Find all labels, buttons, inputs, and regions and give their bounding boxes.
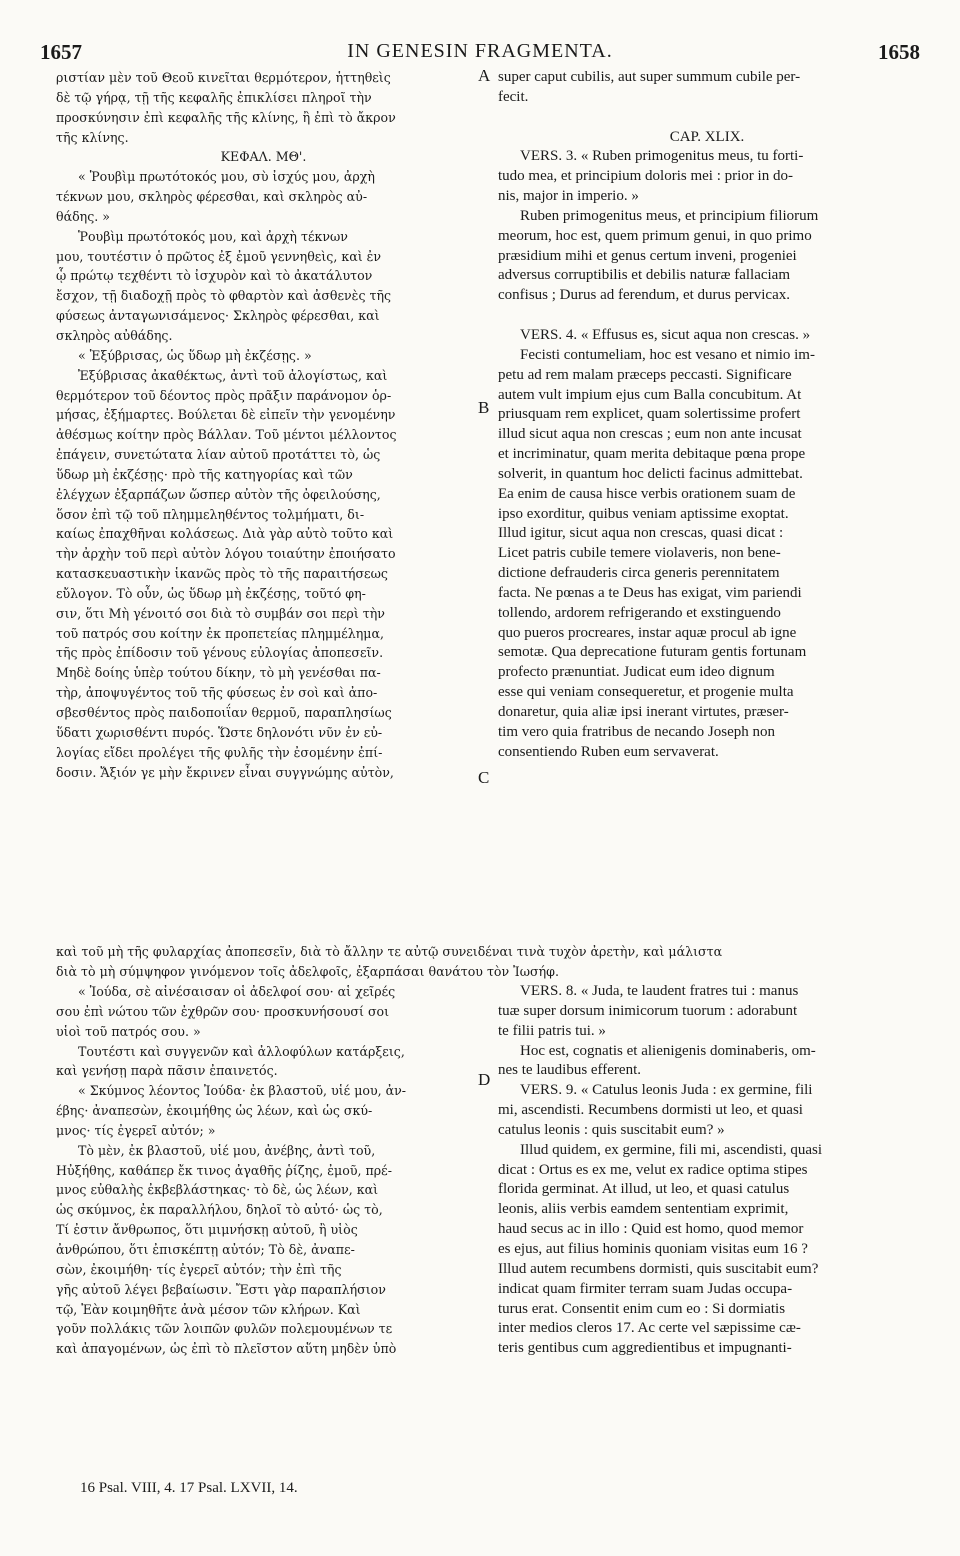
text-line: καὶ τοῦ μὴ τῆς φυλαρχίας ἀποπεσεῖν, διὰ τὸ ἄλλην τε αὐτῷ συνειδέναι τινὰ τυχὸν ἀρετὴν, καὶ μάλιστα [56,944,723,959]
text-line: λογίας εἴδει προλέγει τῆς φυλῆς τὴν ἐσομένην ἐπί- [56,744,383,760]
text-line: ἔσχον, τῇ διαδοχῇ πρὸς τὸ φθαρτὸν καὶ ἀσθενὲς τῆς [56,288,392,304]
text-line: tudo mea, et principium doloris mei : prior in do- [498,168,793,185]
latin-column-lower [498,982,916,1359]
text-line: Τί ἐστιν ἄνθρωπος, ὅτι μιμνήσκῃ αὐτοῦ, ἢ υἱὸς [56,1222,358,1238]
text-line: Ruben primogenitus meus, et principium filiorum [520,207,819,224]
text-line: ἀνθρώπου, ὅτι ἐπισκέπτῃ αὐτόν; Τὸ δὲ, ἀναπε- [56,1241,355,1257]
text-line: mi, ascendisti. Recumbens dormisti ut leo, et quasi [498,1102,803,1119]
text-line: donaretur, quia aliæ ipsi inerant virtutes, præser- [498,704,789,720]
text-line: μου, τουτέστιν ὁ πρῶτος ἐξ ἐμοῦ γεννηθεὶς, καὶ ἐν [56,248,382,264]
text-line: priusquam rem explicet, quam solertissime profert [498,406,801,423]
page-number-right: 1658 [878,40,920,64]
text-line: ριστίαν μὲν τοῦ Θεοῦ κινεῖται θερμότερον, ἡττηθεὶς [56,70,391,85]
text-line: petu ad rem malam præceps peccasti. Significare [498,366,792,383]
text-line: es ejus, aut filius hominis quoniam visitas eum 16 ? [498,1240,808,1257]
text-line: ἐλέγχων ἐξαρπάζων ὥσπερ αὐτὸν τῆς ὀφειλούσης, [56,486,381,502]
text-line: τῆς πρὸς ἐπίδοσιν τοῦ γένους εὐλογίας ἀποπεσεῖν. [56,645,384,661]
page-number-left: 1657 [40,40,82,64]
margin-letter-d: D [478,1070,491,1089]
latin-column [498,68,916,763]
verse-line: VERS. 8. « Juda, te laudent fratres tui : manus [520,983,799,999]
text-line: Licet patris cubile temere violaveris, non bene- [498,545,781,562]
text-line: nes te laudibus efferent. [498,1062,642,1079]
text-line: σὼν, ἐκοιμήθη· τίς ἐγερεῖ αὐτόν; τὴν ἐπὶ τῆς [56,1261,342,1277]
text-line: illud sicut aqua non crescas ; eum non ante incusat [498,426,802,443]
text-line: Hoc est, cognatis et alienigenis dominaberis, om- [520,1042,816,1059]
text-line: ᾧ πρώτῳ τεχθέντι τὸ ἰσχυρὸν καὶ τὸ ἀκατάλυτον [56,268,373,284]
text-line: super caput cubilis, aut super summum cubile per- [498,69,801,85]
text-line: Illud igitur, sicut aqua non crescas, quasi dicat : [498,525,784,542]
text-line: florida germinat. At illud, ut leo, et quasi catulus [498,1181,790,1198]
text-line: « Ἐξύβρισας, ὡς ὕδωρ μὴ ἐκζέσῃς. » [78,347,312,363]
text-line: meorum, hoc est, quem primum genui, in quo primo [498,227,812,244]
text-line: fecit. [498,88,529,105]
text-line: καίως ἐπαχθῆναι κολάσεως. Διὰ γὰρ αὐτὸ τοῦτο καὶ [56,526,394,542]
text-line: præsidium mihi et genus certum inveni, progeniei [498,247,797,264]
text-line: υἱοὶ τοῦ πατρός σου. » [56,1023,201,1039]
text-line: τὴρ, ἀποψυγέντος τοῦ τῆς φύσεως ἐν σοὶ καὶ ἀπο- [56,685,378,701]
text-line: ἐπάγειν, συνετώτατα λίαν αὐτοῦ προτάττει τὸ, ὡς [56,447,381,463]
margin-letter-a: A [478,66,491,85]
text-line: indicat quam firmiter terram suam Judas occupa- [498,1280,793,1297]
text-line: ὕδατι χωρισθέντι πυρός. Ὥστε δηλονότι νῦν ἐν εὐ- [56,724,383,740]
text-line: dictione defrauderis circa generis perennitatem [498,565,780,582]
text-line: σβεσθέντος πρὸς παιδοποιΐαν θερμοῦ, παραπλησίως [56,705,392,720]
text-line: inter medios cleros 17. Ac certe vel sæpissime cæ- [498,1320,801,1337]
text-line: Illud autem recumbens dormisti, quis suscitabit eum? [498,1260,819,1277]
text-line: quo pueros procreares, instar aquæ procul ab igne [498,624,797,641]
text-line: κατασκευαστικὴν ἱκανῶς πρὸς τὸ τῆς παραιτήσεως [56,566,388,582]
text-line: σιν, ὅτι Μὴ γένοιτό σοι διὰ τὸ συμβάν σοι περὶ τὴν [56,605,385,621]
chapter-heading-latin: CAP. XLIX. [669,128,745,145]
text-line: te filii patris tui. » [498,1022,606,1039]
text-line: θάδης. » [56,208,110,224]
text-line: καὶ ἀπαγομένων, ὡς ἐπὶ τὸ πλεῖστον αὕτη μηδὲν ὑπὸ [56,1341,397,1357]
text-line: προσκύνησιν ἐπὶ κεφαλῆς τῆς κλίνης, ἢ ἐπὶ τὸ ἄκρον [56,109,396,125]
text-line: σκληρὸς αὐθάδης. [56,327,173,343]
text-line: καὶ γενήσῃ παρὰ πᾶσιν ἐπαινετός. [56,1063,278,1079]
text-line: έβης· ἀναπεσὼν, ἐκοιμήθης ὡς λέων, καὶ ὡς σκύ- [56,1103,373,1119]
text-line: tim vero quia fratribus de necando Joseph non [498,723,776,740]
text-line: ὕδωρ μὴ ἐκζέσῃς· πρὸ τῆς κατηγορίας καὶ τῶν [56,466,353,482]
text-line: γοῦν πολλάκις τῶν λοιπῶν φυλῶν πολεμουμένων τε [56,1321,393,1337]
text-line: θερμότερον τοῦ δέοντος πρὸς πρᾶξιν παράνομον ὁρ- [56,387,392,403]
greek-column [56,68,471,782]
text-line: εὔλογον. Τὸ οὖν, ὡς ὕδωρ μὴ ἐκζέσῃς, τοῦτό φη- [56,585,366,601]
text-line: « Ῥουβὶμ πρωτότοκός μου, σὺ ἰσχύς μου, ἀρχὴ [78,169,375,185]
text-line: διὰ τὸ μὴ σύμψηφον γινόμενον τοῖς ἀδελφοῖς, ἐξαρπάσαι θανάτου τὸν Ἰωσήφ. [56,963,559,979]
verse-line: VERS. 9. « Catulus leonis Juda : ex germine, fili [520,1082,813,1099]
text-line: adversus corruptibilis et debilis naturæ fallaciam [498,267,791,284]
spanning-text [56,942,916,982]
text-line: facta. Ne pœnas a te Deus has exigat, vim pariendi [498,584,802,601]
text-line: τοῦ πατρός σου κοίτην ἐκ προπετείας πλημμέλημα, [56,625,385,641]
text-line: δὲ τῷ γήρᾳ, τῇ τῆς κεφαλῆς ἐπικλίσει πληροῖ τὴν [56,89,372,105]
chapter-heading-greek: ΚΕΦΑΛ. ΜΘ'. [220,149,307,165]
text-line: « Σκύμνος λέοντος Ἰούδα· ἐκ βλαστοῦ, υἱέ μου, ἀν- [78,1083,407,1099]
running-title: IN GENESIN FRAGMENTA. [347,40,613,62]
greek-column-lower [56,982,471,1359]
text-line: μνος· τίς ἐγερεῖ αὐτόν; » [56,1122,216,1138]
text-line: ὅσον ἐπὶ τῷ τοῦ πλημμεληθέντος τολμήματι, δι- [56,506,365,522]
text-line: tuæ super dorsum inimicorum tuorum : adorabunt [498,1002,798,1019]
text-line: Ηὐξήθης, καθάπερ ἔκ τινος ἀγαθῆς ῥίζης, ἐμοῦ, πρέ- [56,1162,392,1178]
text-line: catulus leonis : quis suscitabit eum? » [498,1121,725,1138]
text-line: leonis, aliis verbis eamdem sententiam exprimit, [498,1201,789,1218]
text-line: turus erat. Consentit enim cum eo : Si dormiatis [498,1300,786,1317]
footnotes: 16 Psal. VIII, 4. 17 Psal. LXVII, 14. [80,1480,298,1496]
text-line: Ea enim de causa hisce verbis orationem suam de [498,485,796,502]
text-line: « Ἰούδα, σὲ αἰνέσαισαν οἱ ἀδελφοί σου· αἱ χεῖρές [78,984,396,999]
text-line: μνος εὐθαλὴς ἐκβεβλάστηκας· τὸ δὲ, ὡς λέων, καὶ [56,1182,379,1198]
text-line: profecto prænuntiat. Judicat eum ideo dignum [498,664,775,681]
text-line: γῆς αὐτοῦ λέγει βεβαίωσιν. Ἔστι γὰρ παραπλήσιον [56,1281,386,1297]
text-line: solverit, in quantum hoc delicti facinus admittebat. [498,465,803,482]
text-line: tollendo, ardorem refrigerando et exstinguendo [498,604,781,621]
text-line: Fecisti contumeliam, hoc est vesano et nimio im- [520,346,815,363]
text-line: dicat : Ortus es ex me, velut ex radice optima stipes [498,1161,808,1178]
margin-letter-c: C [478,768,490,787]
text-line: μήσας, ἐξήμαρτες. Βούλεται δὲ εἰπεῖν τὴν γενομένην [56,407,396,423]
text-line: confisus ; Durus ad ferendum, et durus pervicax. [498,287,791,304]
text-line: Ἐξύβρισας ἀκαθέκτως, ἀντὶ τοῦ ἀλογίστως, καὶ [78,367,388,383]
text-line: ὡς σκύμνος, ἐκ παραλλήλου, δηλοῖ τὸ αὐτό· ὡς τὸ, [56,1202,383,1218]
text-line: consentiendo Ruben eum servaverat. [498,743,719,760]
text-line: Τὸ μὲν, ἐκ βλαστοῦ, υἱέ μου, ἀνέβης, ἀντὶ τοῦ, [78,1142,376,1158]
text-line: nis, major in imperio. » [498,188,639,205]
text-line: ipso exorditur, quibus veniam aptissime exoptat. [498,505,789,522]
text-line: semotæ. Qua deprecatione futuram gentis fortunam [498,644,807,661]
text-line: et incriminatur, quam merita debitaque pœna prope [498,446,806,463]
text-line: teris gentibus cum aggredientibus et impugnanti- [498,1340,792,1357]
text-line: τέκνων μου, σκληρὸς φέρεσθαι, καὶ σκληρὸς αὐ- [56,189,368,205]
text-line: τῆς κλίνης. [56,129,129,145]
verse-line: VERS. 3. « Ruben primogenitus meus, tu forti- [520,148,804,165]
text-line: Illud quidem, ex germine, fili mi, ascendisti, quasi [520,1141,823,1158]
text-line: haud secus ac in illo : Quid est homo, quod memor [498,1221,804,1238]
margin-letter-b: B [478,398,490,417]
text-line: autem vult impium ejus cum Balla concubitum. At [498,386,802,403]
text-line: δοσιν. Ἄξιόν γε μὴν ἔκρινεν εἶναι συγγνώμης αὐτὸν, [56,764,394,780]
verse-line: VERS. 4. « Effusus es, sicut aqua non crescas. » [520,326,811,343]
text-line: φύσεως ἀνταγωνισάμενος· Σκληρὸς φέρεσθαι, καὶ [56,308,380,324]
text-line: ἀθέσμως κοίτην πρὸς Βάλλαν. Τοῦ μέντοι μέλλοντος [56,427,397,443]
text-line: Τουτέστι καὶ συγγενῶν καὶ ἀλλοφύλων κατάρξεις, [78,1043,405,1059]
text-line: Μηδὲ δοίης ὑπὲρ τούτου δίκην, τὸ μὴ γενέσθαι πα- [56,665,381,681]
text-line: Ῥουβὶμ πρωτότοκός μου, καὶ ἀρχὴ τέκνων [78,228,348,244]
text-line: esse qui veniam consequeretur, et progenie multa [498,684,794,701]
text-line: σου ἐπὶ νώτου τῶν ἐχθρῶν σου· προσκυνήσουσί σοι [56,1003,390,1019]
text-line: τῷ, Ἐὰν κοιμηθῆτε ἀνὰ μέσον τῶν κλήρων. Καὶ [56,1301,361,1317]
text-line: τὴν ἀρχὴν τοῦ περὶ αὐτὸν λόγου τοιαύτην ἐποιήσατο [56,546,396,562]
